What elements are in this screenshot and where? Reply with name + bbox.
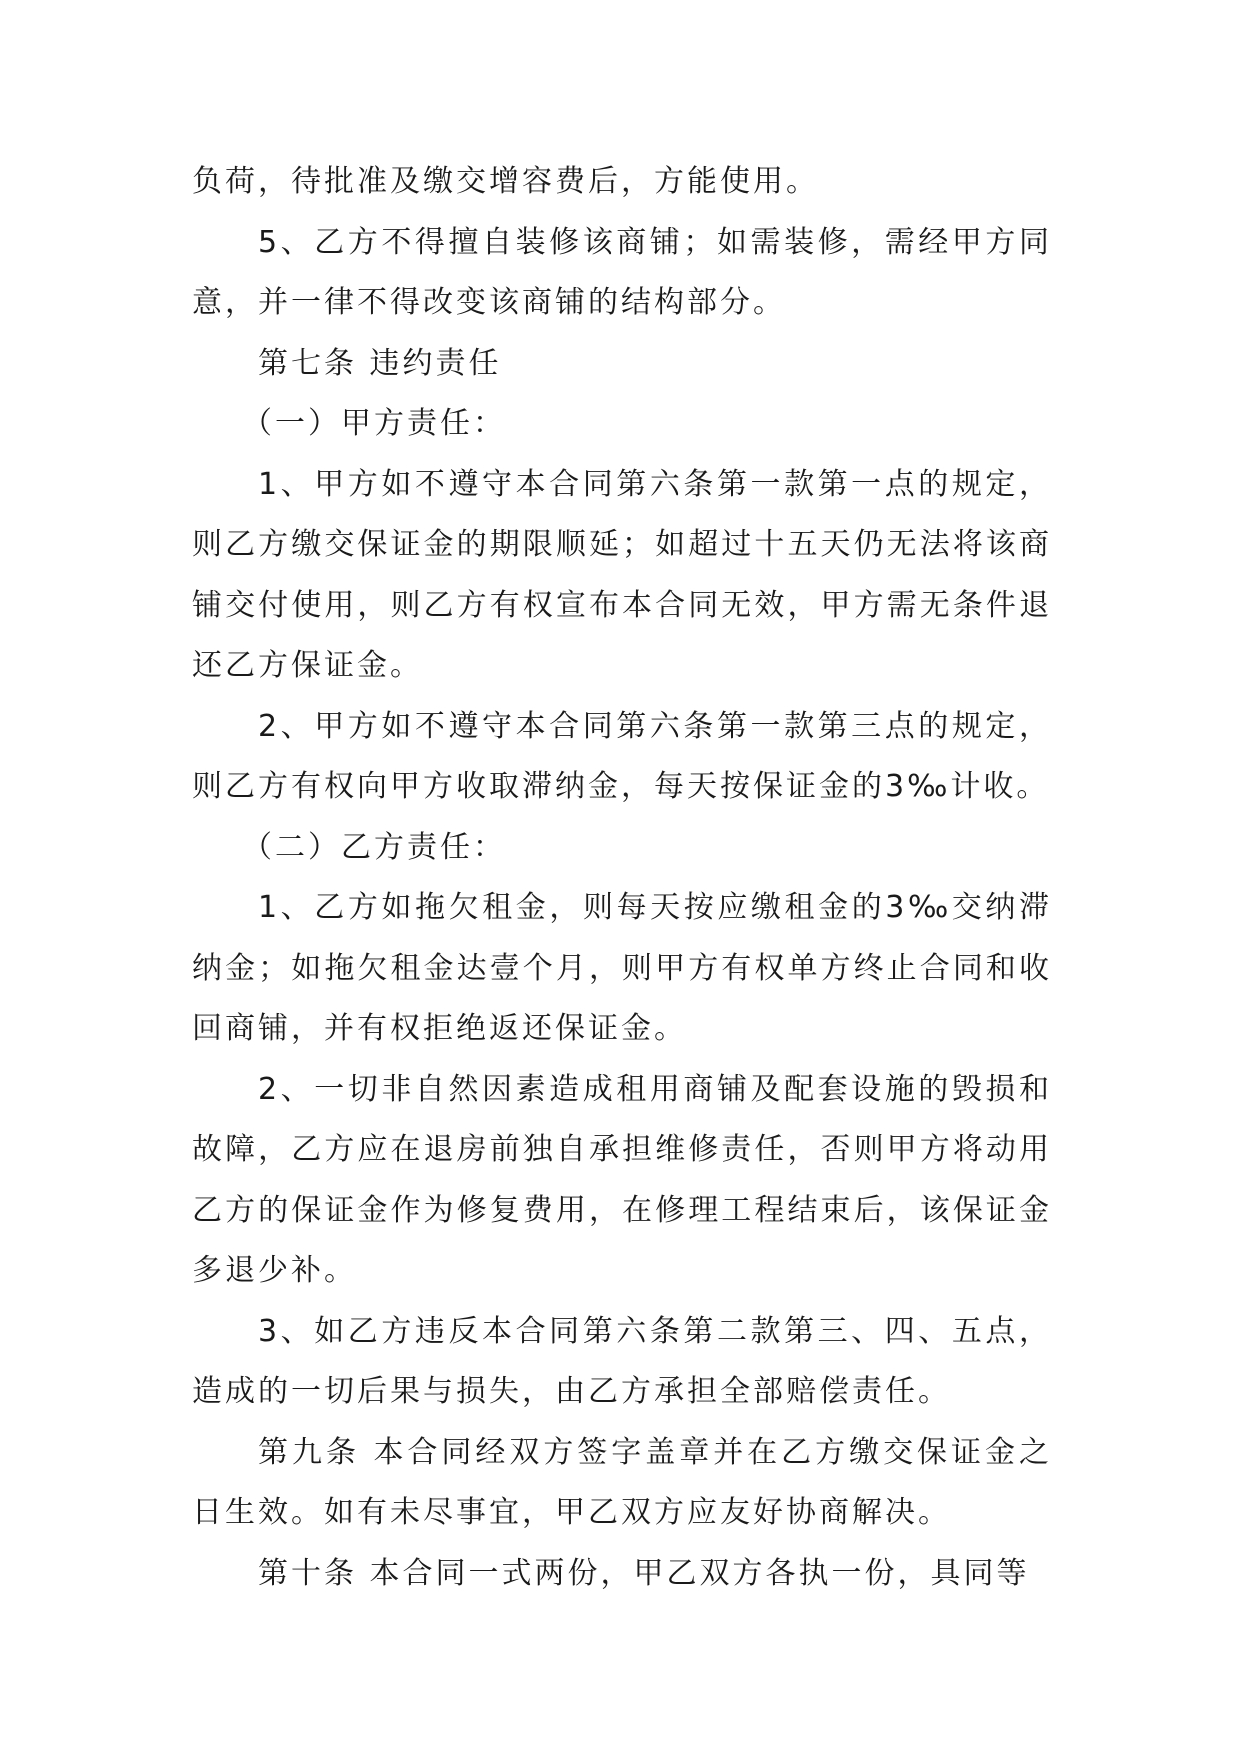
article-10-paragraph: 第十条 本合同一式两份，甲乙双方各执一份，具同等 xyxy=(258,1555,1030,1591)
article-7-heading: 第七条 违约责任 xyxy=(258,345,502,381)
party-b-liability-item-3: 3、如乙方违反本合同第六条第二款第三、四、五点，造成的一切后果与损失，由乙方承担全部赔偿责任。 xyxy=(192,1313,1052,1409)
paragraph-load-approval: 负荷，待批准及缴交增容费后，方能使用。 xyxy=(192,164,819,199)
document-body xyxy=(192,152,1052,1604)
party-b-liability-item-2: 2、一切非自然因素造成租用商铺及配套设施的毁损和故障，乙方应在退房前独自承担维修责任，否则甲方将动用乙方的保证金作为修复费用，在修理工程结束后，该保证金多退少补。 xyxy=(192,1071,1052,1288)
party-b-liability-heading: （二）乙方责任： xyxy=(242,829,506,865)
party-a-liability-item-1: 1、甲方如不遵守本合同第六条第一款第一点的规定，则乙方缴交保证金的期限顺延；如超过十五天仍无法将该商铺交付使用，则乙方有权宣布本合同无效，甲方需无条件退还乙方保证金。 xyxy=(192,466,1052,683)
party-a-liability-heading: （一）甲方责任： xyxy=(242,406,506,441)
party-b-liability-item-1: 1、乙方如拖欠租金，则每天按应缴租金的3‰交纳滞纳金；如拖欠租金达壹个月，则甲方有权单方终止合同和收回商铺，并有权拒绝返还保证金。 xyxy=(192,890,1052,1046)
paragraph-renovation-clause: 5、乙方不得擅自装修该商铺；如需装修，需经甲方同意，并一律不得改变该商铺的结构部分。 xyxy=(192,224,1052,320)
party-a-liability-item-2: 2、甲方如不遵守本合同第六条第一款第三点的规定，则乙方有权向甲方收取滞纳金，每天按保证金的3‰计收。 xyxy=(192,708,1052,804)
article-9-paragraph: 第九条 本合同经双方签字盖章并在乙方缴交保证金之日生效。如有未尽事宜，甲乙双方应友好协商解决。 xyxy=(192,1434,1052,1530)
